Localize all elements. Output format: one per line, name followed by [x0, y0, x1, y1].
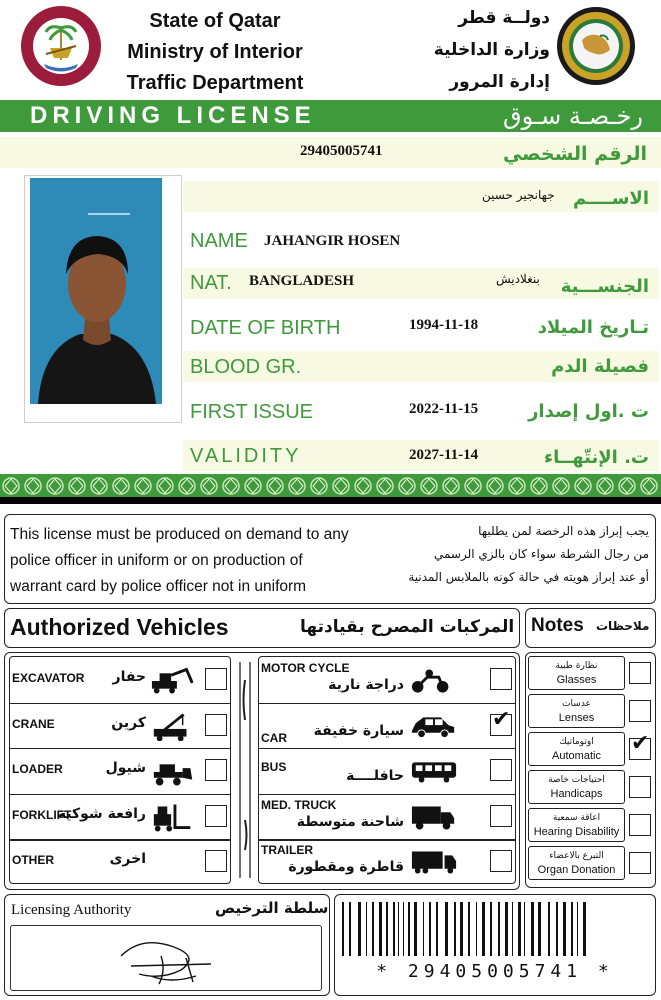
gcc-emblem-icon	[556, 4, 636, 88]
vehicle-label: MED. TRUCK	[261, 797, 337, 812]
blood-group-label: BLOOD GR.	[190, 356, 302, 378]
note-label: Glasses	[556, 674, 597, 686]
first-issue-label: FIRST ISSUE	[190, 401, 313, 423]
note-label: Automatic	[552, 750, 601, 762]
decorative-pattern-strip	[0, 474, 661, 498]
nationality-label: NAT.	[190, 272, 232, 294]
vehicle-checkbox[interactable]	[205, 759, 227, 781]
first-issue-label-ar: ت .اول إصدار	[528, 401, 649, 422]
barcode	[340, 902, 650, 956]
vehicle-checkbox[interactable]	[490, 805, 512, 827]
note-checkbox[interactable]	[629, 852, 651, 874]
vehicle-label: FORKLIFT	[12, 807, 72, 822]
header-state: State of Qatar	[149, 10, 281, 32]
note-item	[528, 694, 625, 728]
note-checkbox[interactable]	[629, 814, 651, 836]
vehicle-checkbox[interactable]	[490, 759, 512, 781]
note-item	[528, 808, 625, 842]
vehicle-row-divider	[258, 839, 516, 840]
title-arabic: رخـصـة سـوق	[503, 102, 643, 130]
motorcycle-icon	[410, 667, 458, 695]
name-value: JAHANGIR HOSEN	[264, 233, 401, 249]
validity-label-ar: ت. الإنتّهــاء	[543, 447, 649, 468]
notice-line: This license must be produced on demand to any	[10, 526, 349, 543]
vehicle-row-divider	[9, 794, 231, 795]
vehicle-label: EXCAVATOR	[12, 671, 85, 685]
note-label: Organ Donation	[537, 864, 616, 876]
signature-area	[10, 925, 322, 991]
barcode-number: * 29405005741 *	[376, 961, 614, 982]
nationality-value-ar: بنغلاديش	[496, 272, 540, 286]
vehicle-label: CAR	[261, 730, 287, 745]
note-label-ar: عدسات	[562, 699, 591, 709]
notice-line-ar: أو عند إبراز هويته في حالة كونه بالملابس المدنية	[408, 570, 649, 584]
holder-photo	[30, 178, 162, 404]
vehicle-checkbox[interactable]	[205, 805, 227, 827]
note-label-ar: التبرع بالاعضاء	[549, 851, 604, 861]
header-state-ar: دولــة قطر	[458, 8, 550, 28]
vehicle-label-ar: دراجة نارية	[328, 677, 404, 693]
notice-english	[10, 522, 349, 600]
vehicle-checkbox[interactable]	[490, 706, 512, 736]
note-label-ar: احتياجات خاصة	[548, 775, 605, 785]
note-label: Lenses	[558, 712, 595, 724]
title-english: DRIVING LICENSE	[30, 102, 316, 129]
first-issue-value: 2022-11-15	[409, 401, 479, 417]
note-checkbox[interactable]	[629, 731, 651, 760]
bus-icon	[410, 758, 458, 786]
signature	[11, 926, 323, 992]
card-divider	[0, 497, 661, 504]
vehicle-label-ar: حافلــــة	[346, 768, 404, 785]
blood-group-label-ar: فصيلة الدم	[551, 356, 649, 377]
dob-label-ar: تـاريخ الميلاد	[537, 317, 649, 338]
authorized-vehicles-title: Authorized Vehicles	[10, 614, 229, 640]
header-ministry: Ministry of Interior	[127, 41, 303, 63]
nationality-value: BANGLADESH	[249, 273, 355, 289]
name-label: NAME	[190, 230, 248, 252]
vehicle-label: OTHER	[12, 853, 54, 868]
header-department-ar: إدارة المرور	[449, 72, 550, 92]
note-checkbox[interactable]	[629, 662, 651, 684]
vehicle-checkbox[interactable]	[205, 850, 227, 872]
personal-id-value: 29405005741	[300, 143, 383, 159]
checkmark-icon: ✔	[492, 706, 511, 732]
name-label-ar: الاســــم	[573, 188, 649, 209]
trailer-icon	[410, 849, 458, 877]
loader-icon	[150, 758, 198, 786]
validity-label: VALIDITY	[190, 445, 302, 467]
vehicle-label-ar: اخرى	[109, 851, 146, 868]
vehicle-label: CRANE	[12, 716, 55, 731]
vehicle-label: TRAILER	[261, 843, 313, 858]
header-arabic	[400, 2, 550, 98]
vehicle-label-ar: حفار	[112, 669, 146, 685]
note-item	[528, 656, 625, 690]
truck-icon	[410, 804, 458, 832]
vehicle-label-ar: قاطرة ومقطورة	[288, 859, 404, 876]
licensing-authority-label-ar: سلطة الترخيص	[215, 899, 329, 917]
note-item	[528, 846, 625, 880]
forklift-icon	[150, 804, 198, 832]
vehicle-row-divider	[9, 839, 231, 840]
license-front	[0, 0, 661, 497]
authorized-vehicles-title-ar: المركبات المصرح بقيادتها	[300, 617, 515, 637]
vehicle-row-divider	[258, 748, 516, 749]
vehicle-label-ar: كرين	[111, 714, 146, 731]
vehicle-label: MOTOR CYCLE	[261, 661, 350, 675]
note-label: Hearing Disability	[533, 826, 620, 838]
notes-title: Notes	[531, 615, 584, 636]
note-label-ar: اعاقة سمعية	[552, 813, 601, 823]
vehicle-row-divider	[258, 794, 516, 795]
vehicle-checkbox[interactable]	[205, 714, 227, 736]
header-english	[105, 6, 325, 99]
bracket-icon	[236, 660, 254, 880]
vehicle-checkbox[interactable]	[205, 668, 227, 690]
notes-title-ar: ملاحظات	[596, 619, 650, 633]
notice-line-ar: من رجال الشرطة سواء كان بالزي الرسمي	[433, 547, 649, 561]
notice-line: warrant card by police officer not in uniform	[10, 578, 307, 595]
personal-id-label-ar: الرقم الشخصي	[502, 143, 647, 165]
vehicle-row-divider	[9, 748, 231, 749]
vehicle-label: BUS	[261, 760, 287, 775]
note-checkbox[interactable]	[629, 776, 651, 798]
note-checkbox[interactable]	[629, 700, 651, 722]
crane-icon	[150, 713, 198, 741]
excavator-icon	[150, 667, 198, 695]
note-item	[528, 732, 625, 766]
licensing-authority-label: Licensing Authority	[11, 902, 132, 918]
dob-label: DATE OF BIRTH	[190, 317, 341, 339]
vehicle-checkbox[interactable]	[490, 668, 512, 690]
vehicle-label-ar: سيارة خفيفة	[313, 722, 404, 739]
qatar-emblem-icon	[20, 2, 102, 90]
note-label-ar: نظارة طبية	[555, 661, 598, 671]
notice-line: police officer in uniform or on production of	[10, 552, 303, 569]
vehicle-checkbox[interactable]	[490, 850, 512, 872]
checkmark-icon: ✔	[631, 731, 650, 756]
note-label-ar: اوتوماتيك	[559, 737, 594, 747]
car-icon	[410, 713, 458, 741]
header-ministry-ar: وزارة الداخلية	[433, 40, 550, 60]
vehicle-label-ar: شيول	[105, 760, 146, 777]
vehicle-row-divider	[258, 703, 516, 704]
vehicle-row-divider	[9, 703, 231, 704]
dob-value: 1994-11-18	[409, 317, 479, 333]
notice-line-ar: يجب إبراز هذه الرخصة لمن يطلبها	[478, 524, 649, 538]
nationality-label-ar: الجنســـية	[560, 276, 649, 297]
name-value-ar: جهانجير حسين	[482, 188, 555, 202]
vehicle-label-ar: شاحنة متوسطة	[296, 813, 404, 830]
header-department: Traffic Department	[126, 72, 304, 94]
note-item	[528, 770, 625, 804]
validity-value: 2027-11-14	[409, 447, 479, 463]
vehicle-label: LOADER	[12, 762, 63, 777]
vehicle-label-ar: رافعة شوكية	[57, 805, 146, 822]
note-label: Handicaps	[550, 788, 603, 800]
notice-arabic	[349, 520, 649, 589]
